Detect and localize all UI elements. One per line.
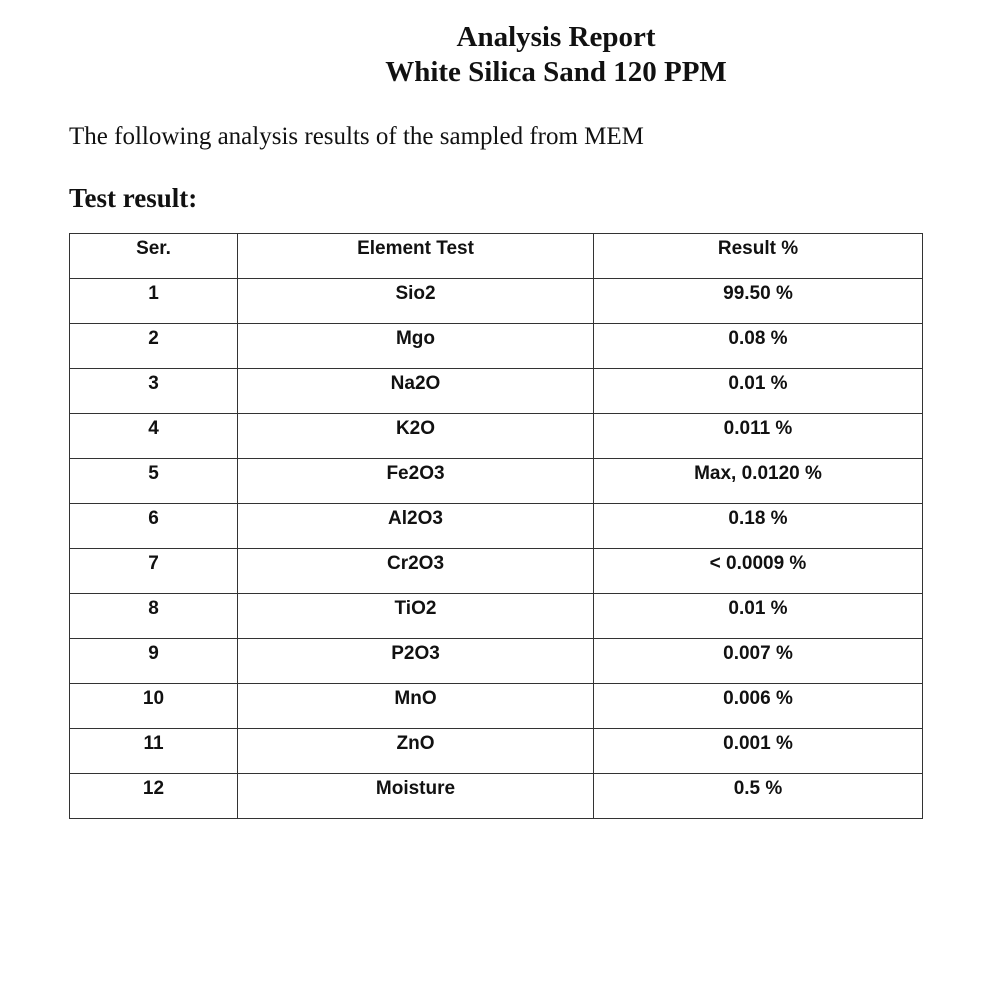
cell-result: 0.011 % — [594, 414, 923, 459]
header-element-test: Element Test — [238, 234, 594, 279]
cell-result: 0.08 % — [594, 324, 923, 369]
cell-ser: 11 — [70, 729, 238, 774]
cell-ser: 3 — [70, 369, 238, 414]
table-row — [70, 594, 923, 639]
cell-ser: 10 — [70, 684, 238, 729]
cell-element: P2O3 — [238, 639, 594, 684]
cell-element: Al2O3 — [238, 504, 594, 549]
cell-result: 0.006 % — [594, 684, 923, 729]
table-row — [70, 504, 923, 549]
cell-result: 0.01 % — [594, 594, 923, 639]
table-row — [70, 684, 923, 729]
table-row — [70, 459, 923, 504]
cell-ser: 2 — [70, 324, 238, 369]
cell-element: Fe2O3 — [238, 459, 594, 504]
cell-ser: 1 — [70, 279, 238, 324]
table-header-row — [70, 234, 923, 279]
cell-ser: 9 — [70, 639, 238, 684]
report-title — [0, 20, 992, 90]
results-table — [69, 233, 923, 819]
header-ser: Ser. — [70, 234, 238, 279]
cell-element: K2O — [238, 414, 594, 459]
table-row — [70, 369, 923, 414]
section-heading: Test result: — [69, 183, 198, 213]
table-row — [70, 549, 923, 594]
cell-ser: 8 — [70, 594, 238, 639]
table-row — [70, 324, 923, 369]
cell-result: < 0.0009 % — [594, 549, 923, 594]
table-row — [70, 279, 923, 324]
cell-result: 0.01 % — [594, 369, 923, 414]
cell-element: MnO — [238, 684, 594, 729]
cell-element: Cr2O3 — [238, 549, 594, 594]
cell-element: Mgo — [238, 324, 594, 369]
report-title-line2: White Silica Sand 120 PPM — [385, 56, 727, 88]
cell-ser: 5 — [70, 459, 238, 504]
cell-result: 99.50 % — [594, 279, 923, 324]
cell-result: 0.18 % — [594, 504, 923, 549]
report-title-line1: Analysis Report — [456, 21, 656, 53]
results-table-body — [70, 234, 923, 819]
cell-result: 0.007 % — [594, 639, 923, 684]
cell-ser: 6 — [70, 504, 238, 549]
cell-ser: 7 — [70, 549, 238, 594]
table-row — [70, 729, 923, 774]
intro-text: The following analysis results of the sampled from MEM — [69, 123, 644, 150]
cell-element: Moisture — [238, 774, 594, 819]
cell-ser: 12 — [70, 774, 238, 819]
cell-element: Na2O — [238, 369, 594, 414]
cell-result: 0.001 % — [594, 729, 923, 774]
table-row — [70, 639, 923, 684]
cell-element: Sio2 — [238, 279, 594, 324]
table-row — [70, 414, 923, 459]
cell-result: 0.5 % — [594, 774, 923, 819]
cell-element: ZnO — [238, 729, 594, 774]
header-result: Result % — [594, 234, 923, 279]
cell-result: Max, 0.0120 % — [594, 459, 923, 504]
table-row — [70, 774, 923, 819]
cell-ser: 4 — [70, 414, 238, 459]
cell-element: TiO2 — [238, 594, 594, 639]
